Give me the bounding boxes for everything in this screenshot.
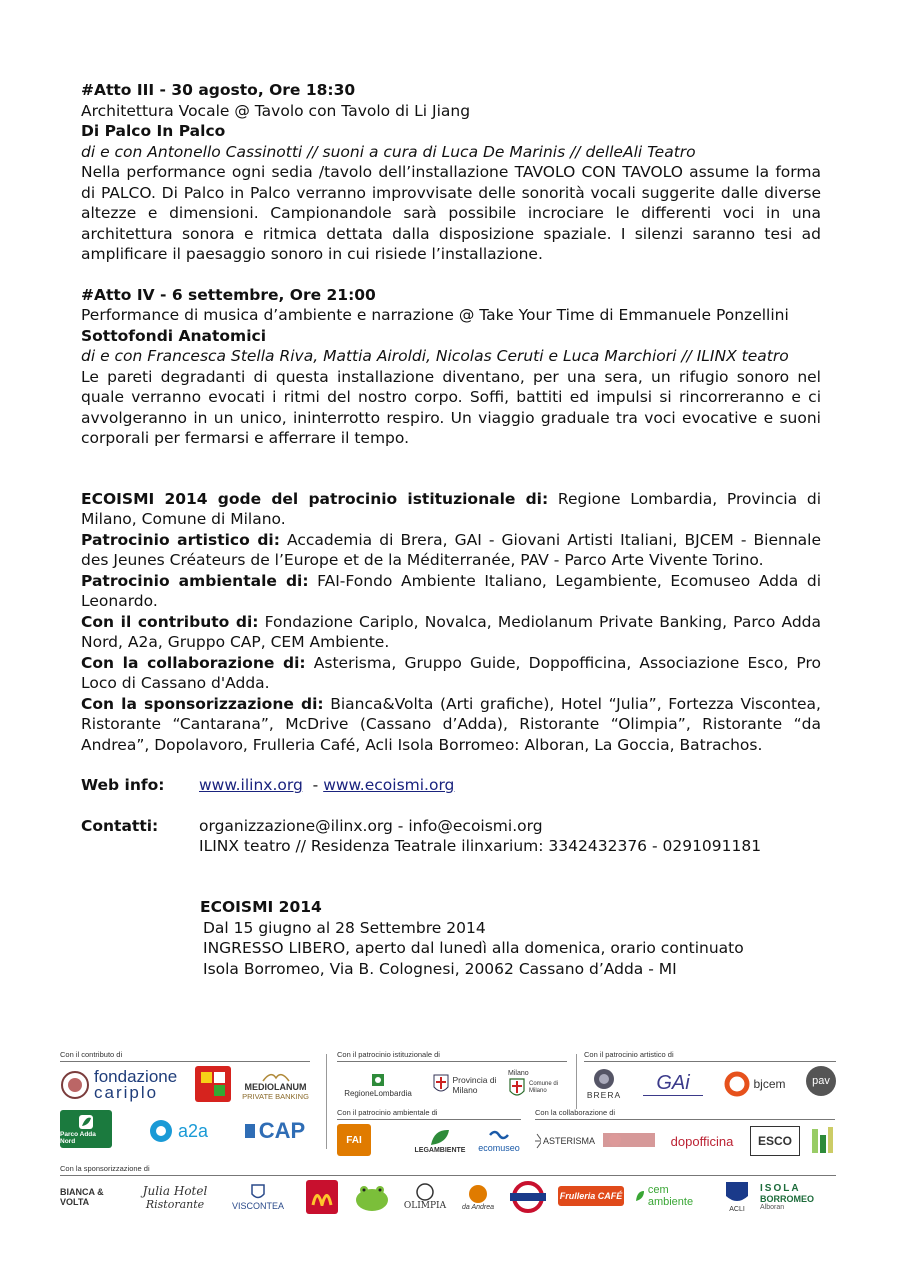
caption-contributo: Con il contributo di <box>60 1050 123 1059</box>
sponsor-list <box>81 489 821 756</box>
sponsor-label: Con il contributo di: <box>81 612 259 631</box>
andrea-label: da Andrea <box>461 1203 495 1211</box>
sponsor-sponsorizzazione <box>81 694 821 756</box>
act-iii <box>81 80 821 265</box>
sponsor-label: Con la collaborazione di: <box>81 653 306 672</box>
fai-logo <box>337 1124 371 1156</box>
rule <box>337 1061 567 1062</box>
milano-label: Milano <box>508 1069 529 1077</box>
mediolanum-line2: PRIVATE BANKING <box>242 1091 309 1101</box>
ecomuseo-logo <box>475 1122 523 1158</box>
comune-logo <box>508 1064 572 1104</box>
ecomuseo-label: ecomuseo <box>478 1143 520 1153</box>
julia-line1: Julia Hotel <box>142 1183 208 1198</box>
sponsor-contributo <box>81 612 821 653</box>
gruppo-guide-logo <box>600 1126 658 1154</box>
rule <box>337 1119 521 1120</box>
caption-istituzionale: Con il patrocinio istituzionale di <box>337 1050 440 1059</box>
provincia-logo <box>428 1066 500 1104</box>
event-hours: INGRESSO LIBERO, aperto dal lunedì alla domenica, orario continuato <box>203 939 744 957</box>
sponsor-text: Accademia di Brera, GAI - Giovani Artisti Italiani, BJCEM - Biennale des Jeunes Créateurs de l’Europe et de la Méditerranée, PAV - Parco Arte Vivente Torino. <box>81 530 821 569</box>
doppofficina-label: dopofficina <box>670 1133 734 1149</box>
contacts-emails: organizzazione@ilinx.org - info@ecoismi.org <box>199 816 543 835</box>
asterisma-logo <box>535 1126 595 1156</box>
web-sep: - <box>302 776 324 794</box>
regione-rose-icon <box>369 1073 387 1089</box>
sponsor-text: FAI-Fondo Ambiente Italiano, Legambiente, Ecomuseo Adda di Leonardo. <box>81 571 821 610</box>
parco-label: Parco Adda Nord <box>60 1131 96 1145</box>
mcdrive-arches-icon <box>311 1188 333 1206</box>
olimpia-icon <box>416 1183 434 1201</box>
alboran-label: Alboran <box>760 1204 785 1211</box>
event-title: ECOISMI 2014 <box>200 898 322 916</box>
caption-collaborazione: Con la collaborazione di <box>535 1108 616 1117</box>
cariplo-line1: fondazione <box>94 1067 178 1086</box>
legambiente-label: LEGAMBIENTE <box>414 1146 466 1154</box>
sponsor-label: Con la sponsorizzazione di: <box>81 694 324 713</box>
contacts-label: Contatti: <box>81 816 159 835</box>
bianca-volta-logo: BIANCA & VOLTA <box>60 1187 104 1207</box>
novalca-logo <box>195 1066 231 1102</box>
cantarana-logo <box>350 1178 394 1216</box>
sponsor-ambientale <box>81 571 821 612</box>
document-body <box>81 80 821 857</box>
a2a-label: a2a <box>177 1120 209 1141</box>
cariplo-emblem-icon <box>60 1070 90 1100</box>
sponsor-text: Regione Lombardia, Provincia di Milano, Comune di Milano. <box>81 489 822 528</box>
bjcem-label: bjcem <box>753 1077 786 1091</box>
sponsor-istituzionale <box>81 489 821 530</box>
sponsor-label: ECOISMI 2014 gode del patrocinio istituzionale di: <box>81 489 549 508</box>
acli-logo <box>722 1178 752 1214</box>
cem-leaf-icon <box>634 1189 646 1203</box>
novalca-icon <box>198 1069 228 1099</box>
frulleria-logo: Frulleria CAFÉ <box>558 1186 624 1206</box>
act-iv-credits: di e con Francesca Stella Riva, Mattia Airoldi, Nicolas Ceruti e Luca Marchiori // ILINX teatro <box>81 347 789 365</box>
web-links <box>199 775 454 796</box>
divider <box>326 1054 327 1149</box>
regione-logo <box>337 1066 419 1104</box>
act-iv-subtitle: Performance di musica d’ambiente e narrazione @ Take Your Time di Emmanuele Ponzellini <box>81 306 789 324</box>
rule <box>584 1061 836 1062</box>
cem-logo <box>634 1184 716 1208</box>
pro-loco-icon <box>809 1125 835 1157</box>
act-iv-body: Le pareti degradanti di questa installazione diventano, per una sera, un rifugio sonoro nel quale verranno evocati i ritmi del nostro corpo. Soffi, battiti ed impulsi si rincorreranno e ci avvolgeranno in un unico, ininterrotto respiro. Un viaggio graduale tra voci evocative e suoni corporali per fermarsi e afferrare il tempo. <box>81 367 821 447</box>
acli-label: ACLI <box>729 1205 745 1213</box>
sponsor-label: Patrocinio artistico di: <box>81 530 280 549</box>
contacts-phones: ILINX teatro // Residenza Teatrale ilinxarium: 3342432376 - 0291091181 <box>199 837 762 855</box>
web-info-row <box>81 775 821 796</box>
dopolavoro-logo <box>508 1180 548 1214</box>
act-iii-subtitle: Architettura Vocale @ Tavolo con Tavolo di Li Jiang <box>81 101 471 120</box>
gruppo-guide-icon <box>601 1127 657 1153</box>
sponsor-collaborazione <box>81 653 821 694</box>
fai-label: FAI <box>346 1134 362 1146</box>
pav-logo: pav <box>806 1066 836 1096</box>
act-iv <box>81 285 821 449</box>
legambiente-leaf-icon <box>428 1127 452 1147</box>
acli-crest-icon <box>724 1180 750 1206</box>
event-dates: Dal 15 giugno al 28 Settembre 2014 <box>203 918 486 937</box>
mediolanum-logo <box>238 1066 313 1104</box>
caption-sponsorizzazione: Con la sponsorizzazione di <box>60 1164 150 1173</box>
da-andrea-icon <box>466 1184 490 1204</box>
provincia-label: Provincia di Milano <box>452 1075 497 1095</box>
act-iv-heading: #Atto IV - 6 settembre, Ore 21:00 <box>81 285 376 304</box>
sponsor-label: Patrocinio ambientale di: <box>81 571 309 590</box>
asterisma-label: ASTERISMA <box>542 1136 595 1146</box>
legambiente-logo <box>410 1122 470 1158</box>
julia-hotel-logo <box>142 1178 208 1216</box>
ilinx-link[interactable]: www.ilinx.org <box>199 776 303 794</box>
ecoismi-link[interactable]: www.ecoismi.org <box>323 776 455 794</box>
viscontea-label: VISCONTEA <box>231 1201 284 1211</box>
parco-adda-logo <box>60 1110 112 1148</box>
act-iii-credits: di e con Antonello Cassinotti // suoni a cura di Luca De Marinis // delleAli Teatro <box>81 142 696 161</box>
contacts-values <box>199 816 761 857</box>
mcdrive-logo <box>306 1180 338 1214</box>
bjcem-ring-icon <box>724 1071 750 1097</box>
sponsor-text: Bianca&Volta (Arti grafiche), Hotel “Julia”, Fortezza Viscontea, Ristorante “Cantarana”, McDrive (Cassano d’Adda), Ristorante “Olimpia”, Ristorante “da Andrea”, Dopolavoro, Frulleria Café, Acli Isola Borromeo: Alboran, La Goccia, Batrachos. <box>81 694 821 754</box>
provincia-crest-icon <box>432 1073 450 1097</box>
pro-loco-logo <box>808 1124 836 1158</box>
cantarana-frog-icon <box>352 1180 392 1214</box>
asterisma-star-icon <box>535 1131 541 1151</box>
caption-ambientale: Con il patrocinio ambientale di <box>337 1108 438 1117</box>
gai-label: GAi <box>656 1072 690 1094</box>
da-andrea-logo <box>458 1178 498 1216</box>
caption-artistico: Con il patrocinio artistico di <box>584 1050 674 1059</box>
act-iii-body: Nella performance ogni sedia /tavolo dell’installazione TAVOLO CON TAVOLO assume la forma di PALCO. Di Palco in Palco verranno improvvisate delle sonorità vocali suggerite dalle diverse altezze e dimensioni. Campionandole sarà possibile incrociare le differenti voci in una architettura sonora e ritmica dettata dalla disposizione spaziale. I silenzi saranno tesi ad amplificare il paesaggio sonoro in cui risiede l’installazione. <box>81 163 821 263</box>
rule <box>60 1175 836 1176</box>
sponsor-text: Fondazione Cariplo, Novalca, Mediolanum Private Banking, Parco Adda Nord, A2a, Gruppo CAP, CEM Ambiente. <box>81 612 821 651</box>
act-iii-title: Di Palco In Palco <box>81 122 226 140</box>
comune-label: Comune di Milano <box>529 1080 559 1094</box>
cap-label: CAP <box>258 1118 306 1143</box>
julia-line2: Ristorante <box>145 1197 205 1211</box>
mediolanum-line1: MEDIOLANUM <box>244 1081 307 1092</box>
isola-line2: BORROMEO <box>760 1194 814 1204</box>
brera-logo <box>584 1064 624 1104</box>
a2a-logo <box>142 1116 214 1146</box>
mediolanum-icon <box>261 1070 291 1082</box>
divider <box>576 1054 577 1109</box>
contacts-row <box>81 816 821 857</box>
web-info-label: Web info: <box>81 776 165 794</box>
brera-label: BRERA <box>586 1090 622 1100</box>
cariplo-line2: cariplo <box>94 1083 159 1102</box>
isola-line1: ISOLA <box>760 1183 801 1194</box>
logo-strip <box>60 1050 840 1220</box>
a2a-globe-icon <box>148 1118 174 1144</box>
cap-drop-icon <box>243 1122 257 1140</box>
act-iii-heading: #Atto III - 30 agosto, Ore 18:30 <box>81 81 356 99</box>
gai-logo <box>638 1066 708 1102</box>
event-info <box>200 897 744 979</box>
event-address: Isola Borromeo, Via B. Colognesi, 20062 Cassano d’Adda - MI <box>203 959 677 978</box>
olimpia-label: OLIMPIA <box>403 1201 447 1211</box>
comune-crest-icon <box>508 1077 526 1099</box>
act-iv-title: Sottofondi Anatomici <box>81 326 267 345</box>
esco-logo: ESCO <box>750 1126 800 1156</box>
bjcem-logo <box>724 1066 786 1102</box>
sponsor-artistico <box>81 530 821 571</box>
doppofficina-logo <box>662 1128 742 1154</box>
viscontea-crest-icon <box>250 1183 266 1201</box>
fai-delegation-logo <box>378 1126 408 1156</box>
brera-emblem-icon <box>593 1068 615 1090</box>
sponsor-text: Asterisma, Gruppo Guide, Doppofficina, Associazione Esco, Pro Loco di Cassano d'Adda. <box>81 653 821 692</box>
parco-leaf-icon <box>77 1113 95 1131</box>
rule <box>535 1119 835 1120</box>
regione-label: RegioneLombardia <box>344 1088 412 1098</box>
cap-logo <box>238 1116 310 1146</box>
olimpia-logo <box>398 1178 452 1216</box>
ecomuseo-wave-icon <box>488 1127 510 1143</box>
cem-label: cem ambiente <box>647 1184 694 1208</box>
dopolavoro-roundel-icon <box>510 1181 546 1213</box>
cariplo-logo <box>60 1068 195 1102</box>
viscontea-logo <box>220 1178 296 1216</box>
isola-borromeo-logo <box>760 1178 838 1216</box>
rule <box>60 1061 310 1062</box>
